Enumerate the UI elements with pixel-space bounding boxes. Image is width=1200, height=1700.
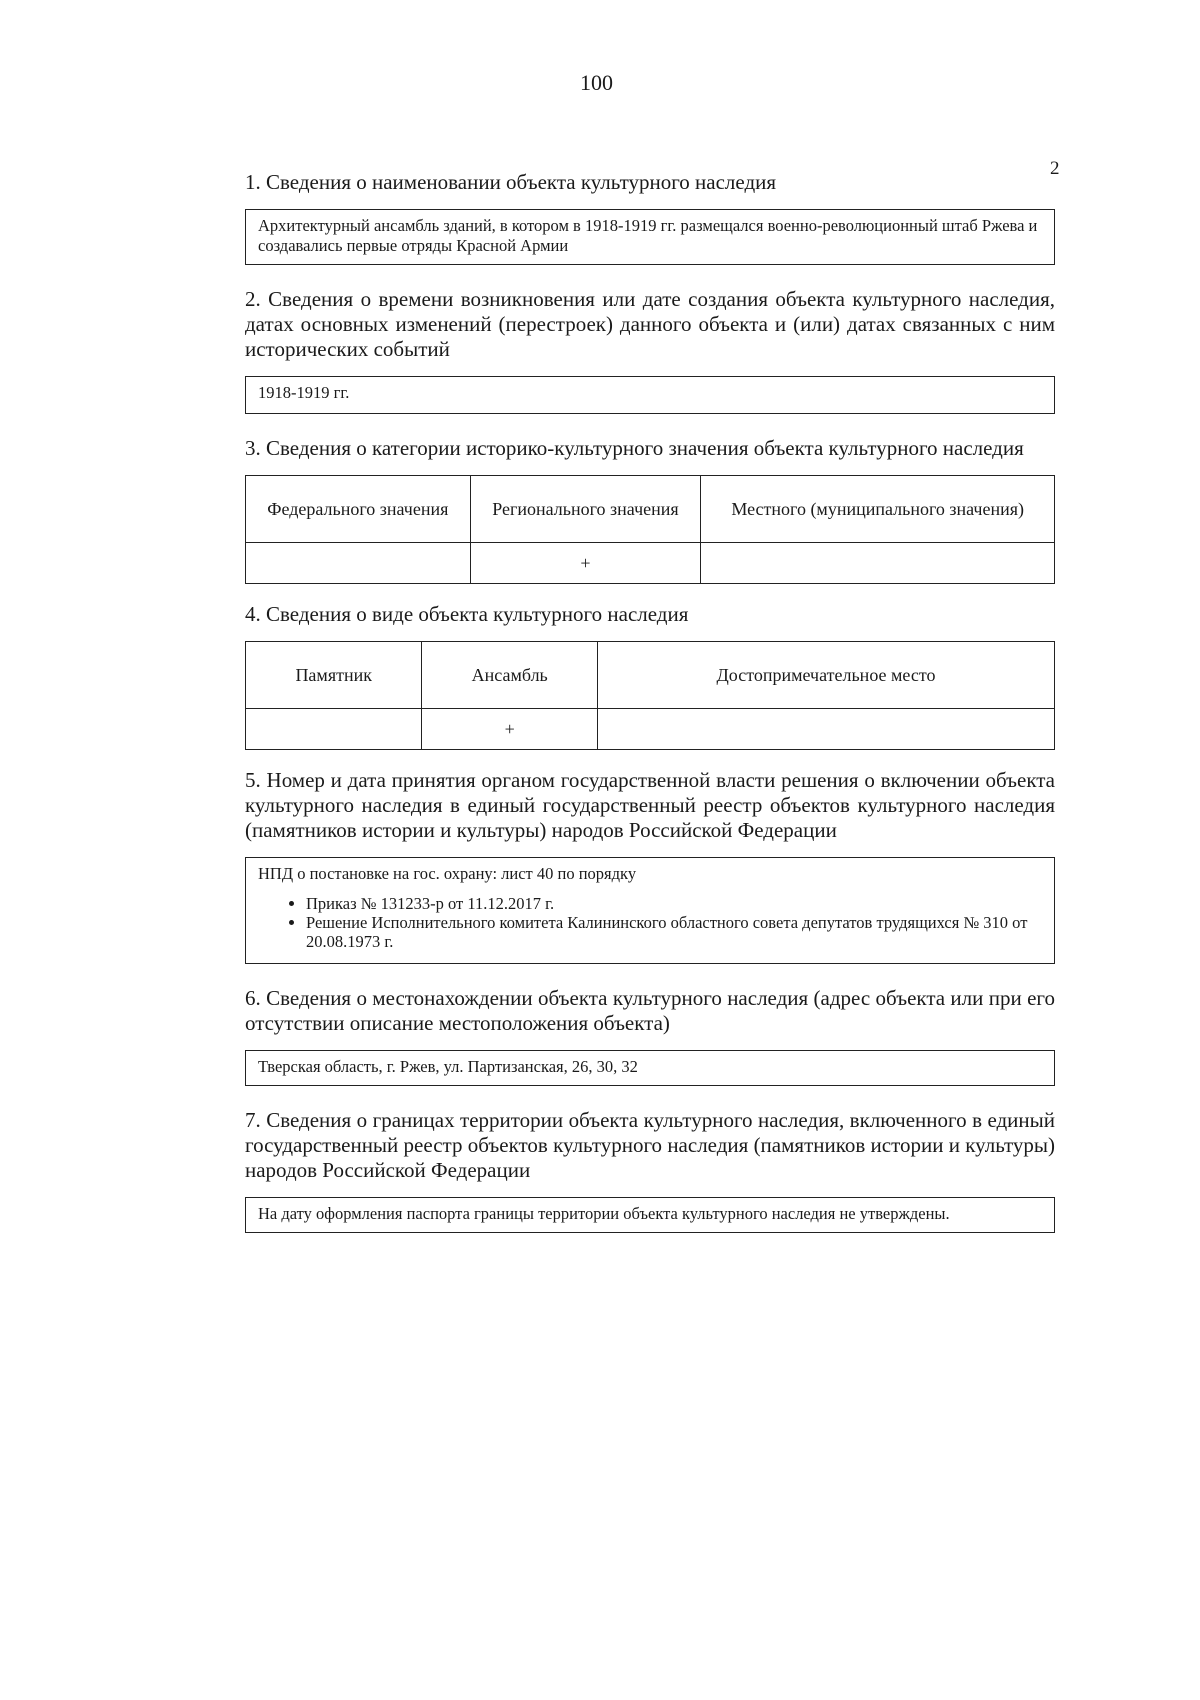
- section-6-value: Тверская область, г. Ржев, ул. Партизанская, 26, 30, 32: [245, 1050, 1055, 1086]
- category-table: [245, 475, 1055, 584]
- category-regional-header: Регионального значения: [470, 476, 701, 543]
- category-federal-header: Федерального значения: [246, 476, 471, 543]
- passport-content: [245, 170, 1055, 1255]
- type-monument-value: [246, 709, 422, 750]
- page-number: 100: [580, 70, 613, 95]
- registry-list: [258, 894, 1044, 951]
- sheet-number: 2: [1050, 158, 1060, 179]
- list-item: • Приказ № 131233-р от 11.12.2017 г.: [306, 894, 1044, 913]
- type-ensemble-header: Ансамбль: [422, 642, 598, 709]
- section-2-value: 1918-1919 гг.: [245, 376, 1055, 414]
- registry-intro: НПД о постановке на гос. охрану: лист 40 по порядку: [258, 864, 637, 883]
- section-2-heading: 2. Сведения о времени возникновения или дате создания объекта культурного наследия, датах основных изменений (перестроек) данного объекта и (или) датах связанных с ним исторических событий: [245, 287, 1055, 361]
- type-monument-header: Памятник: [246, 642, 422, 709]
- category-local-value: [701, 543, 1055, 584]
- type-table: [245, 641, 1055, 750]
- section-7-heading: 7. Сведения о границах территории объекта культурного наследия, включенного в единый государственный реестр объектов культурного наследия (памятников истории и культуры) народов Российской Федерации: [245, 1108, 1055, 1182]
- section-1-value: Архитектурный ансамбль зданий, в котором в 1918-1919 гг. размещался военно-революционный штаб Ржева и создавались первые отряды Красной Армии: [245, 209, 1055, 265]
- section-6-heading: 6. Сведения о местонахождении объекта культурного наследия (адрес объекта или при его отсутствии описание местоположения объекта): [245, 986, 1055, 1035]
- section-5-heading: 5. Номер и дата принятия органом государственной власти решения о включении объекта культурного наследия в единый государственный реестр объектов культурного наследия (памятников истории и культуры) народов Российской Федерации: [245, 768, 1055, 842]
- category-federal-value: [246, 543, 471, 584]
- list-item: • Решение Исполнительного комитета Калининского областного совета депутатов трудящихся № 310 от 20.08.1973 г.: [306, 913, 1044, 951]
- category-regional-value: +: [470, 543, 701, 584]
- category-local-header: Местного (муниципального значения): [701, 476, 1055, 543]
- section-5-value: [245, 857, 1055, 964]
- type-ensemble-value: +: [422, 709, 598, 750]
- type-landmark-value: [598, 709, 1055, 750]
- section-1-heading: 1. Сведения о наименовании объекта культурного наследия: [245, 170, 777, 194]
- type-landmark-header: Достопримечательное место: [598, 642, 1055, 709]
- section-7-value: На дату оформления паспорта границы территории объекта культурного наследия не утверждены.: [245, 1197, 1055, 1233]
- section-4-heading: 4. Сведения о виде объекта культурного наследия: [245, 602, 689, 626]
- section-3-heading: 3. Сведения о категории историко-культурного значения объекта культурного наследия: [245, 436, 1024, 460]
